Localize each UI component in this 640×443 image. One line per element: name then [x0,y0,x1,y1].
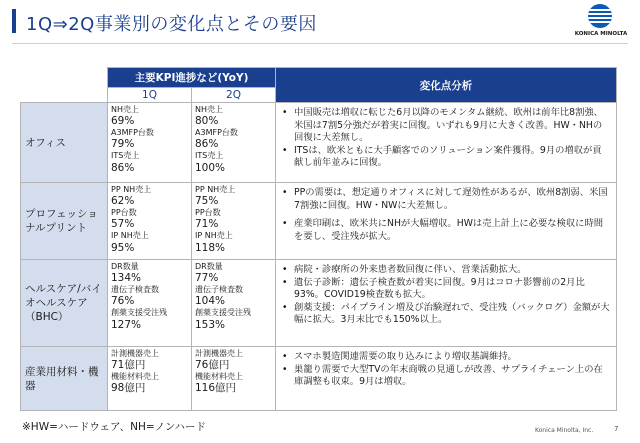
kpi-label: 創薬支援受注残 [111,308,167,318]
kpi-label: NH売上 [195,105,223,114]
segment-label: 産業用材料・機器 [21,347,108,411]
kpi-label: PP NH売上 [195,185,236,194]
header-blank-cell [21,68,108,103]
kpi-label: DR数量 [195,262,223,271]
analysis-bullet: • 中国販売は増収に転じた6月以降のモメンタム継続、欧州は前年比8割強、米国は7割5分強だが着実に回復。いずれも9月に大きく改善。HW・NHの回復に大差無し。 [280,107,610,145]
analysis-bullet: • PPの需要は、想定通りオフィスに対して遅効性があるが、欧州8割弱、米国7割強に回復。HW・NWに大差無し。 [280,187,610,212]
q2-kpi-cell [192,260,276,347]
segment-label: プロフェッショナルプリント [21,183,108,260]
kpi-label: IP NH売上 [111,231,149,241]
analysis-list [280,187,610,243]
segment-label: ヘルスケア/バイオヘルスケア（BHC） [21,260,108,347]
segment-label: オフィス [21,103,108,183]
kpi-label: 計測機器売上 [111,349,159,358]
company-logo [566,4,636,44]
title-bar [0,0,640,44]
kpi-label: 機能材料売上 [195,372,243,382]
kpi-label: NH売上 [111,105,139,114]
kpi-label: 計測機器売上 [195,349,243,358]
q1-kpi-cell [108,347,192,411]
kpi-value: 69% [111,115,135,128]
kpi-label: PP台数 [111,208,137,218]
kpi-label: 創薬支援受注残 [195,308,251,318]
logo-text: KONICA MINOLTA [574,31,628,37]
kpi-value: 71% [195,218,219,231]
segment-table [20,67,617,411]
kpi-value: 104% [195,295,226,308]
table-row-professional-print [21,183,617,260]
kpi-label: 遺伝子検査数 [111,285,159,295]
kpi-value: 134% [111,272,142,285]
kpi-header: 主要KPI進捗など(YoY) [108,68,276,88]
kpi-value: 95% [111,241,135,254]
analysis-bullet: • ITSは、欧米ともに大手顧客でのソリューション案件獲得。9月の増収が貢献し前年並みに回復。 [280,145,610,170]
analysis-cell [276,103,617,183]
q2-kpi-cell [192,103,276,183]
analysis-bullet: • 産業印刷は、欧米共にNHが大幅増収。HWは売上計上に必要な検収に時間を要し、受注残が拡大。 [280,218,610,243]
table-row-healthcare [21,260,617,347]
kpi-value: 76億円 [195,359,230,372]
q2-kpi-cell [192,347,276,411]
globe-logo-icon [588,4,612,28]
page-number: 7 [614,425,619,433]
analysis-bullet: • 病院・診療所の外来患者数回復に伴い、営業活動拡大。 [280,264,610,277]
kpi-value: 62% [111,195,135,208]
kpi-value: 86% [111,161,135,174]
kpi-label: PP台数 [195,208,221,218]
kpi-value: 76% [111,295,135,308]
analysis-bullet: • 巣籠り需要で大型TVの年末商戦の見通しが改善、サプライチェーン上の在庫調整も収束。9月は増収。 [280,364,610,389]
kpi-value: 71億円 [111,359,146,372]
q1-kpi-cell [108,183,192,260]
kpi-value: 153% [195,318,226,331]
kpi-value: 77% [195,272,219,285]
kpi-value: 86% [195,138,219,151]
q1-kpi-cell [108,260,192,347]
kpi-value: 80% [195,115,219,128]
kpi-label: IP NH売上 [195,231,233,241]
footnote: ※HW=ハードウェア、NH=ノンハード [22,421,207,433]
analysis-bullet: • スマホ製造関連需要の取り込みにより増収基調維持。 [280,351,610,364]
kpi-label: A3MFP台数 [195,128,238,138]
kpi-value: 116億円 [195,382,237,395]
kpi-label: 遺伝子検査数 [195,285,243,295]
q1-header: 1Q [108,88,192,103]
kpi-label: A3MFP台数 [111,128,154,138]
q2-header: 2Q [192,88,276,103]
table-row-office [21,103,617,183]
kpi-label: DR数量 [111,262,139,271]
kpi-label: PP NH売上 [111,185,152,194]
kpi-value: 79% [111,138,135,151]
title-accent-bar [12,9,16,33]
analysis-bullet: • 遺伝子診断：遺伝子検査数が着実に回復。9月はコロナ影響前の2月比93%。COVID19検査数も拡大。 [280,277,610,302]
q2-kpi-cell [192,183,276,260]
kpi-label: 機能材料売上 [111,372,159,382]
title-divider [12,43,628,44]
kpi-value: 75% [195,195,219,208]
analysis-cell [276,260,617,347]
table-row-industrial [21,347,617,411]
analysis-header: 変化点分析 [276,68,617,103]
kpi-value: 118% [195,241,226,254]
analysis-list [280,107,610,170]
page-title: 1Q⇒2Q事業別の変化点とその要因 [26,14,317,35]
analysis-list [280,351,610,389]
kpi-value: 98億円 [111,382,146,395]
kpi-value: 100% [195,161,226,174]
kpi-label: ITS売上 [111,151,140,161]
analysis-bullet: • 創薬支援：パイプライン増及び治験遅れで、受注残（バックログ）金額が大幅に拡大。3月末比でも150%以上。 [280,302,610,327]
q1-kpi-cell [108,103,192,183]
kpi-label: ITS売上 [195,151,224,161]
analysis-cell [276,183,617,260]
analysis-cell [276,347,617,411]
footer-company: Konica Minolta, Inc. [535,427,594,434]
kpi-value: 57% [111,218,135,231]
analysis-list [280,264,610,327]
kpi-value: 127% [111,318,142,331]
